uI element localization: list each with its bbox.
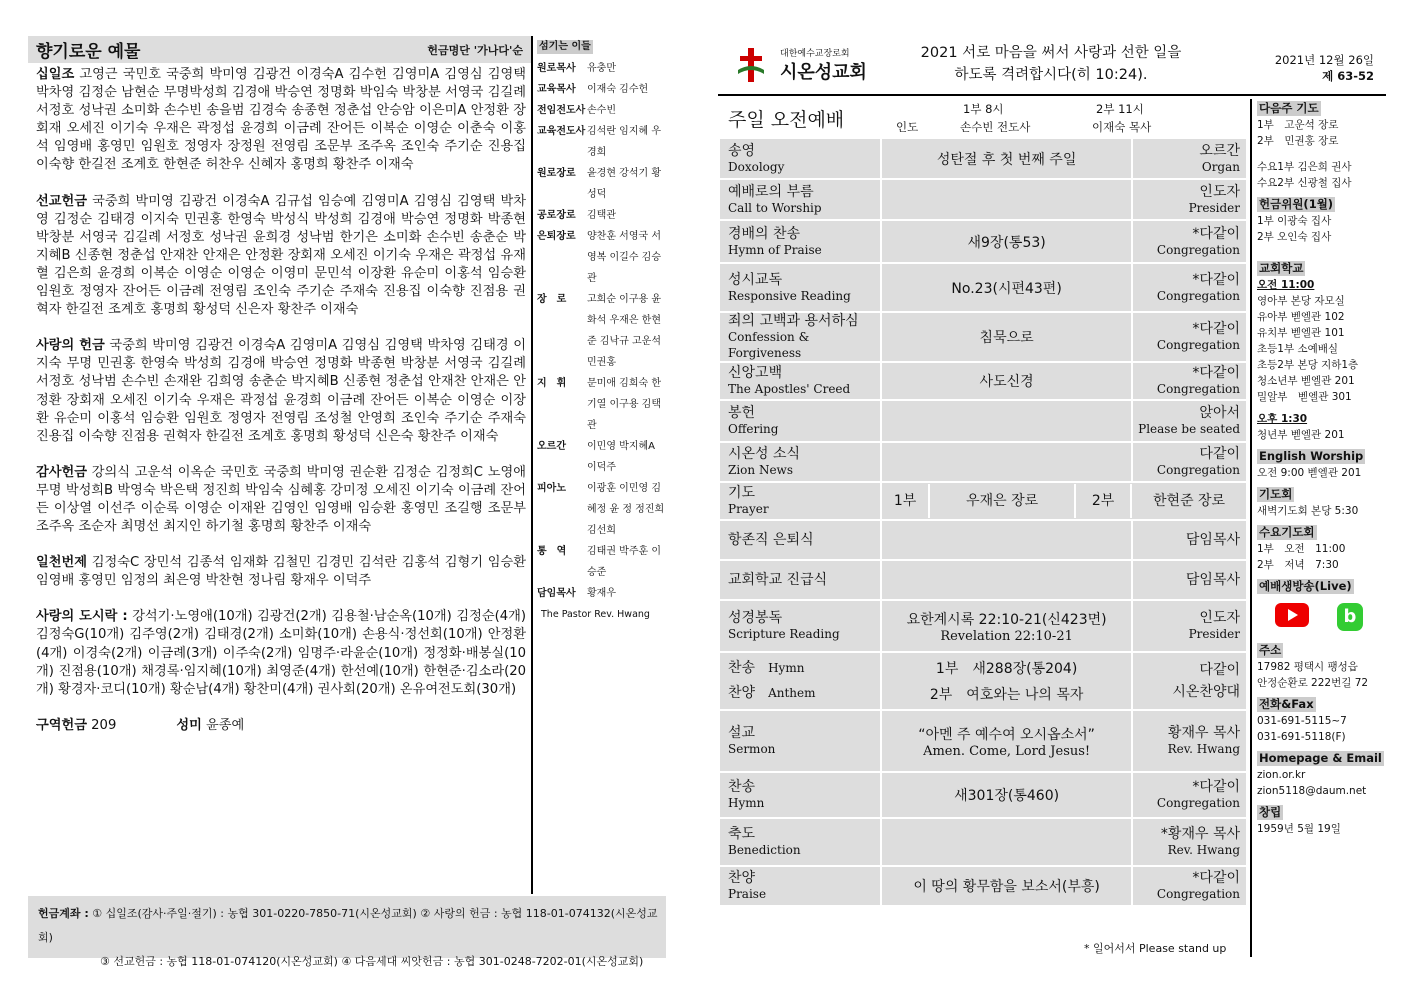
item-en: Zion News bbox=[728, 463, 793, 477]
servant-row bbox=[537, 373, 665, 436]
item-right-ko: *황재우 목사 bbox=[1160, 826, 1240, 842]
hymn-c1: 1부 새288장(통204) bbox=[935, 661, 1078, 677]
item-ko: 설교 bbox=[728, 725, 756, 741]
item-right-ko: *다같이 bbox=[1192, 225, 1240, 242]
item-right-ko: 인도자 bbox=[1199, 183, 1240, 200]
item-leader-cell bbox=[1132, 220, 1247, 263]
order-row bbox=[719, 818, 1247, 866]
item-ko: 죄의 고백과 용서하심 bbox=[728, 313, 859, 329]
item-ko: 교회학교 진급식 bbox=[728, 572, 828, 588]
item-content-cell bbox=[881, 600, 1132, 652]
email-link[interactable]: zion5118@daum.net bbox=[1257, 785, 1367, 797]
item-center: 요한계시록 22:10-21(신423면) bbox=[906, 611, 1107, 628]
item-content-cell bbox=[881, 179, 1132, 220]
item-name-cell bbox=[719, 400, 881, 442]
item-right-ko: *다같이 bbox=[1192, 870, 1240, 886]
item-center: 침묵으로 bbox=[979, 330, 1034, 346]
school-pm: 오후 1:30 bbox=[1257, 413, 1308, 425]
servant-role: 원로목사 bbox=[537, 63, 576, 74]
prayer-split-cell bbox=[881, 482, 1247, 520]
servant-names: 양찬훈 서영국 서영복 이길수 김승관 bbox=[587, 231, 661, 284]
group-names: 국중희 박미영 김광건 이경숙A 김규섭 임승예 김영미A 김영심 김영택 박차영 김정순 김태경 이지숙 민권홍 한영숙 박성식 박성희 김경애 박승연 정명화 박종현 박창분 서영국 김길례 서정호 성낙권 윤희경 성낙범 한기은 소미화 손수빈 송춘순 박지혜B 신종현 정춘섭 안재찬 안재은 안정환 장회재 오세진 이기숙 우재은 곽정섭 유재혈 김은희 윤경희 이복순 이영순 이영순 이영미 문민석 이장환 유순미 이홍석 임승환 임원호 정영자 잔어든 이금례 전영림 조인숙 주기순 주재숙 진용집 이숙향 진점용 권혁자 한길전 조계호 홍명희 황성덕 신은자 황찬주 이재숙 bbox=[36, 193, 526, 318]
worship-title: 주일 오전예배 bbox=[728, 109, 845, 131]
order-table bbox=[718, 137, 1248, 907]
item-right-ko: 앉아서 bbox=[1199, 405, 1240, 421]
next-prayer-3: 수요1부 김은희 권사 bbox=[1257, 161, 1352, 173]
item-name-cell bbox=[719, 220, 881, 263]
item-ko: 봉헌 bbox=[728, 405, 756, 421]
item-name-cell bbox=[719, 710, 881, 772]
item-leader-cell bbox=[1132, 138, 1247, 179]
address-2: 안정순환로 222번길 72 bbox=[1257, 677, 1369, 689]
item-name-cell bbox=[719, 520, 881, 560]
servant-role: 장 로 bbox=[537, 294, 567, 305]
item-right-en: Organ bbox=[1201, 159, 1240, 174]
column-divider-right bbox=[1250, 99, 1252, 957]
item-leader-cell bbox=[1132, 312, 1247, 362]
item-leader-cell bbox=[1132, 442, 1247, 482]
item-leader-cell bbox=[1132, 362, 1247, 400]
item-leader-cell bbox=[1132, 560, 1247, 600]
offering-group-lunchbox bbox=[36, 608, 526, 698]
servant-names: 유충만 bbox=[587, 63, 616, 74]
item-ko: 신앙고백 bbox=[728, 365, 783, 381]
item-right-ko: 오르간 bbox=[1199, 142, 1240, 159]
item-name-cell bbox=[719, 866, 881, 906]
hymn-ko: 찬송 bbox=[728, 660, 756, 676]
servant-role: 공로장로 bbox=[537, 210, 576, 221]
anthem-ko: 찬양 bbox=[728, 685, 756, 701]
group-label: 감사헌금 bbox=[36, 464, 87, 480]
servant-names: 윤경현 강석기 황성덕 bbox=[587, 168, 661, 200]
servant-names: 문미애 김희숙 한기열 이구용 김택관 bbox=[587, 378, 661, 431]
next-prayer-4: 수요2부 신광철 집사 bbox=[1257, 177, 1352, 189]
anthem-en: Anthem bbox=[768, 686, 816, 700]
group-label: 십일조 bbox=[36, 67, 75, 82]
item-content-cell bbox=[881, 263, 1132, 312]
servant-names: 황재우 bbox=[587, 588, 616, 599]
tel-title: 전화&Fax bbox=[1259, 697, 1314, 711]
servant-role: 교육전도사 bbox=[537, 126, 586, 137]
church-cross-icon bbox=[738, 48, 764, 82]
group-names: 국중희 박미영 김광건 이경숙A 김영미A 김영심 김영택 박차영 김태경 이지숙 무명 민권홍 한영숙 박성희 김경애 박승연 정명화 박종현 박창분 서영국 김길례 서정호 성낙범 손수빈 손재완 김희영 송춘순 박지혜B 신종현 정춘섭 안재찬 안재은 안정환 장회재 오세진 이기숙 우재은 곽정섭 윤경희 이금례 잔어든 이복순 이영순 이장환 유순미 이홍석 임승환 임원호 정영자 전영림 조성철 안영희 조인숙 주기순 주재숙 진용집 이숙향 진점용 권혁자 한길전 조계호 홍명희 황성덕 신은숙 황찬주 이재숙 bbox=[36, 338, 526, 444]
item-right-en: Congregation bbox=[1156, 382, 1240, 396]
offering-group-love bbox=[36, 337, 526, 446]
offering-group-tithe bbox=[36, 66, 526, 175]
order-row bbox=[719, 179, 1247, 220]
dawn-title: 기도회 bbox=[1259, 487, 1293, 501]
pastor-english: The Pastor Rev. Hwang bbox=[541, 609, 650, 620]
item-leader-cell bbox=[1132, 710, 1247, 772]
worship-order bbox=[718, 99, 1248, 907]
item-content-cell bbox=[881, 520, 1132, 560]
group-names: 강의식 고운석 이옥순 국민호 국중희 박미영 권순환 김정순 김정희C 노영애 무명 박성희B 박영숙 박은택 정진희 박임숙 심혜홍 강미정 오세진 이기숙 이금례 잔어든 이상열 이선주 이순록 이영순 이재완 김영인 임영배 임승환 홍영민 조길행 조문부 조주옥 조순자 최명선 최지인 하기철 홍명희 황찬주 이재숙 bbox=[36, 464, 526, 535]
item-ko: 찬양 bbox=[728, 870, 756, 886]
offering-committee-2: 2부 오인숙 집사 bbox=[1257, 231, 1332, 243]
offering-committee-title: 헌금위원(1월) bbox=[1259, 197, 1334, 211]
group-names: 김정숙C 장민석 김종석 임재화 김철민 김경민 김석란 김홍석 김형기 임승환 임영배 홍영민 임정의 최은영 박찬현 정나림 황재우 이덕주 bbox=[36, 555, 526, 589]
item-right-en: Congregation bbox=[1156, 338, 1240, 352]
order-row bbox=[719, 263, 1247, 312]
address-title: 주소 bbox=[1259, 643, 1282, 657]
group-label: 사랑의 헌금 bbox=[36, 338, 105, 354]
denomination-name: 대한예수교장로회 bbox=[780, 49, 850, 59]
servant-names: 이광훈 이민영 김혜정 윤 정 정진희 김선희 bbox=[587, 483, 665, 536]
offering-list bbox=[36, 66, 526, 735]
item-leader-cell bbox=[1132, 520, 1247, 560]
group-names: 강석기·노영애(10개) 김광건(2개) 김용철·남순옥(10개) 김정순(4개) 김정숙G(10개) 김주영(2개) 김태경(2개) 소미화(10개) 손용식·정선회(10개) 안정환(4개) 이경숙(2개) 이금례(3개) 이주숙(2개) 임명주·라윤순(10개) 정정화·배봉실(10개) 진점용(10개) 채경록·임지혜(10개) 최영준(4개) 한선예(10개) 한현준·김소라(20개) 황경자·코디(10개) 황순남(4개) 황찬미(4개) 권사회(20개) 온유여전도회(30개) bbox=[36, 609, 526, 697]
order-row bbox=[719, 866, 1247, 906]
lead-1: 손수빈 전도사 bbox=[960, 120, 1031, 134]
school-item: 영아부 본당 자모실 bbox=[1257, 295, 1345, 307]
item-right-ko: *다같이 bbox=[1192, 779, 1240, 795]
servant-row bbox=[537, 100, 665, 121]
item-name-cell bbox=[719, 442, 881, 482]
item-en: Call to Worship bbox=[728, 200, 822, 215]
year-motto: 2021 서로 마음을 써서 사랑과 선한 일을 하도록 격려합시다(히 10:24). bbox=[920, 45, 1182, 83]
school-item: 초등1부 소예배실 bbox=[1257, 343, 1339, 355]
next-prayer-1: 1부 고운석 장로 bbox=[1257, 119, 1339, 131]
prayer-n2: 한현준 장로 bbox=[1130, 484, 1246, 518]
item-content-cell bbox=[881, 312, 1132, 362]
tel-1: 031-691-5115~7 bbox=[1257, 715, 1347, 727]
account-line-1: 헌금계좌 : ① 십일조(감사·주일·절기) : 농협 301-0220-7850-71(시온성교회) ② 사랑의 헌금 : 농협 118-01-074132(시온성교회) bbox=[38, 907, 658, 944]
item-right-en: Rev. Hwang bbox=[1167, 843, 1240, 857]
item-center: 이 땅의 황무함을 보소서(부흥) bbox=[913, 879, 1100, 895]
item-right-en: Presider bbox=[1188, 627, 1240, 641]
item-right-ko: 황재우 목사 bbox=[1167, 725, 1240, 741]
servant-names: 이재숙 김수헌 bbox=[587, 84, 649, 95]
item-leader-cell bbox=[1132, 772, 1247, 818]
item-content-cell bbox=[881, 220, 1132, 263]
item-en: Offering bbox=[728, 422, 779, 436]
order-row bbox=[719, 520, 1247, 560]
item-leader-cell bbox=[1132, 818, 1247, 866]
item-en: Benediction bbox=[728, 843, 801, 857]
item-content-cell bbox=[881, 818, 1132, 866]
servant-role: 전임전도사 bbox=[537, 105, 586, 116]
item-right-ko: 다같이 bbox=[1199, 446, 1240, 462]
offering-subtitle: 헌금명단 '가나다'순 bbox=[427, 43, 523, 57]
service-1-time: 1부 8시 bbox=[963, 102, 1004, 116]
item-name-cell bbox=[719, 138, 881, 179]
address-1: 17982 평택시 팽성읍 bbox=[1257, 661, 1358, 673]
dawn-time: 새벽기도회 본당 5:30 bbox=[1257, 505, 1359, 517]
servant-role: 담임목사 bbox=[537, 588, 576, 599]
item-name-cell bbox=[719, 818, 881, 866]
school-item: 밀알부 벧엘관 301 bbox=[1257, 391, 1352, 403]
service-2-time: 2부 11시 bbox=[1096, 102, 1144, 116]
item-content-cell bbox=[881, 710, 1132, 772]
order-row bbox=[719, 442, 1247, 482]
group-label: 선교헌금 bbox=[36, 193, 87, 209]
hymn-r2: 시온찬양대 bbox=[1172, 684, 1240, 700]
item-right-en: Congregation bbox=[1156, 288, 1240, 303]
servant-role: 지 휘 bbox=[537, 378, 567, 389]
offering-title: 향기로운 예물 bbox=[36, 42, 141, 62]
servant-row bbox=[537, 289, 665, 373]
item-leader-cell bbox=[1132, 866, 1247, 906]
servant-role: 피아노 bbox=[537, 483, 566, 494]
live-links bbox=[1257, 595, 1389, 637]
servant-role: 은퇴장로 bbox=[537, 231, 576, 242]
servant-row bbox=[537, 583, 665, 604]
item-right-ko: *다같이 bbox=[1192, 365, 1240, 381]
order-row bbox=[719, 312, 1247, 362]
item-content-cell bbox=[881, 652, 1132, 710]
item-center-2: Amen. Come, Lord Jesus! bbox=[923, 743, 1091, 759]
item-center: 성탄절 후 첫 번째 주일 bbox=[936, 151, 1077, 168]
offering-committee-1: 1부 이광숙 집사 bbox=[1257, 215, 1332, 227]
item-en: Confession & Forgiveness bbox=[728, 330, 810, 360]
item-content-cell bbox=[881, 400, 1132, 442]
order-row bbox=[719, 772, 1247, 818]
order-row bbox=[719, 600, 1247, 652]
item-name-cell bbox=[719, 652, 881, 710]
item-center: No.23(시편43편) bbox=[951, 280, 1062, 297]
homepage-title: Homepage & Email bbox=[1259, 751, 1382, 765]
offering-header bbox=[28, 36, 531, 63]
band-icon[interactable]: b bbox=[1337, 603, 1363, 631]
item-en: The Apostles' Creed bbox=[728, 382, 851, 396]
servant-row bbox=[537, 541, 665, 583]
item-right-en: Presider bbox=[1188, 200, 1240, 215]
item-leader-cell bbox=[1132, 400, 1247, 442]
school-item: 청소년부 벧엘관 201 bbox=[1257, 375, 1355, 387]
item-content-cell bbox=[881, 866, 1132, 906]
item-content-cell bbox=[881, 442, 1132, 482]
bulletin-date: 2021년 12월 26일 제 63-52 bbox=[1274, 53, 1374, 83]
youtube-icon[interactable] bbox=[1275, 603, 1309, 627]
order-row bbox=[719, 400, 1247, 442]
offering-group-mission bbox=[36, 193, 526, 320]
item-en: Hymn bbox=[728, 796, 765, 810]
offering-group-thousand bbox=[36, 554, 526, 590]
item-leader-cell bbox=[1132, 652, 1247, 710]
servant-row bbox=[537, 226, 665, 289]
group-label: 일천번제 bbox=[36, 555, 87, 571]
next-prayer-2: 2부 민권홍 장로 bbox=[1257, 135, 1339, 147]
item-right-en: Congregation bbox=[1156, 796, 1240, 810]
side-info bbox=[1257, 99, 1389, 837]
order-row bbox=[719, 560, 1247, 600]
servant-names: 김택관 bbox=[587, 210, 616, 221]
school-pm-item: 청년부 벧엘관 201 bbox=[1257, 429, 1345, 441]
item-content-cell bbox=[881, 138, 1132, 179]
item-content-cell bbox=[881, 362, 1132, 400]
item-name-cell bbox=[719, 600, 881, 652]
item-en: Praise bbox=[728, 887, 767, 901]
group-label: 사랑의 도시락 : bbox=[36, 609, 128, 625]
servants-title: 섬기는 이들 bbox=[539, 41, 591, 52]
item-ko: 기도 bbox=[728, 485, 756, 501]
item-right-en: Congregation bbox=[1156, 463, 1240, 477]
servant-names: 손수빈 bbox=[587, 105, 616, 116]
item-content-cell bbox=[881, 772, 1132, 818]
servant-row bbox=[537, 205, 665, 226]
item-content-cell bbox=[881, 560, 1132, 600]
item-name-cell bbox=[719, 312, 881, 362]
item-ko: 시온성 소식 bbox=[728, 446, 801, 462]
prayer-p2: 2부 bbox=[1074, 484, 1130, 518]
hymn-c2: 2부 여호와는 나의 목자 bbox=[929, 687, 1084, 703]
servant-row bbox=[537, 436, 665, 478]
servant-role: 원로장로 bbox=[537, 168, 576, 179]
item-ko: 경배의 찬송 bbox=[728, 225, 801, 242]
church-name: 시온성교회 bbox=[780, 62, 867, 83]
servant-names: 김석란 임지혜 우경희 bbox=[587, 126, 661, 158]
item-leader-cell bbox=[1132, 600, 1247, 652]
hymn-row bbox=[719, 652, 1247, 710]
item-right-ko: 인도자 bbox=[1199, 610, 1240, 626]
school-am: 오전 11:00 bbox=[1257, 279, 1315, 291]
item-center: 새9장(통53) bbox=[967, 234, 1046, 251]
item-right-en: Congregation bbox=[1156, 242, 1240, 257]
item-ko: 항존직 은퇴식 bbox=[728, 532, 814, 548]
servant-role: 오르간 bbox=[537, 441, 566, 452]
item-name-cell bbox=[719, 179, 881, 220]
item-name-cell bbox=[719, 560, 881, 600]
item-right-ko: 담임목사 bbox=[1185, 532, 1240, 548]
servant-role: 교육목사 bbox=[537, 84, 576, 95]
servant-names: 이민영 박지혜A 이덕주 bbox=[587, 441, 655, 473]
servant-row bbox=[537, 163, 665, 205]
school-item: 초등2부 본당 지하1층 bbox=[1257, 359, 1359, 371]
item-right-ko: 담임목사 bbox=[1185, 572, 1240, 588]
account-box bbox=[28, 896, 666, 968]
item-ko: 축도 bbox=[728, 826, 756, 842]
wed-title: 수요기도회 bbox=[1259, 525, 1315, 539]
live-title: 예배생방송(Live) bbox=[1259, 579, 1352, 593]
item-ko: 송영 bbox=[728, 142, 756, 159]
homepage-link[interactable]: zion.or.kr bbox=[1257, 769, 1306, 781]
english-time: 오전 9:00 벧엘관 201 bbox=[1257, 467, 1362, 479]
item-name-cell bbox=[719, 362, 881, 400]
item-name-cell bbox=[719, 482, 881, 520]
item-center: “아멘 주 예수여 오시옵소서” bbox=[918, 726, 1095, 743]
school-item: 유아부 벧엘관 102 bbox=[1257, 311, 1345, 323]
servant-names: 고희순 이구용 윤화석 우재은 한현준 김낙규 고운석 민권홍 bbox=[587, 294, 661, 368]
item-ko: 예배로의 부름 bbox=[728, 183, 814, 200]
lead-label: 인도 bbox=[896, 120, 919, 134]
item-en: Hymn of Praise bbox=[728, 242, 822, 257]
item-ko: 찬송 bbox=[728, 779, 756, 795]
servant-role: 통 역 bbox=[537, 546, 567, 557]
item-leader-cell bbox=[1132, 179, 1247, 220]
item-en: Doxology bbox=[728, 159, 785, 174]
servants-list bbox=[537, 36, 665, 625]
founded-title: 창립 bbox=[1259, 805, 1282, 819]
servant-names: 김태권 박주훈 이승준 bbox=[587, 546, 661, 578]
group-names: 고영근 국민호 국중희 박미영 김광건 이경숙A 김수헌 김영미A 김영심 김영택 박차영 김정순 남현순 무명박성희 김경애 박승연 정명화 박임숙 박창분 서영국 김길례 서정호 성낙권 소미화 손수빈 송을범 김경숙 송종현 정춘섭 안승암 이은미A 안정환 장회재 오세진 이기숙 우재은 곽정섭 윤경희 이금례 잔어든 이복순 이영순 이춘숙 이홍석 임영배 홍영민 임원호 정영자 장정원 전영림 조문부 조주옥 조인숙 주기순 진용집 이숙향 한길전 조계호 한현준 허찬우 신혜자 홍명희 황찬주 이재숙 bbox=[36, 67, 526, 173]
item-right-en: Rev. Hwang bbox=[1167, 742, 1240, 756]
prayer-n1: 우재은 장로 bbox=[928, 484, 1074, 518]
next-prayer-title: 다음주 기도 bbox=[1259, 101, 1319, 115]
order-row bbox=[719, 220, 1247, 263]
item-ko: 성시교독 bbox=[728, 271, 783, 288]
hymn-r1: 다같이 bbox=[1199, 662, 1240, 678]
servant-row bbox=[537, 79, 665, 100]
hymn-en: Hymn bbox=[768, 661, 805, 675]
item-leader-cell bbox=[1132, 263, 1247, 312]
order-row bbox=[719, 362, 1247, 400]
english-title: English Worship bbox=[1259, 449, 1364, 463]
founded-date: 1959년 5월 19일 bbox=[1257, 823, 1341, 835]
wed-1: 1부 오전 11:00 bbox=[1257, 543, 1346, 555]
item-ko: 성경봉독 bbox=[728, 610, 783, 626]
item-right-ko: *다같이 bbox=[1192, 271, 1240, 288]
item-right-ko: *다같이 bbox=[1192, 321, 1240, 337]
stand-note: * 일어서서 Please stand up bbox=[1084, 942, 1227, 955]
servant-row bbox=[537, 478, 665, 541]
order-row bbox=[719, 138, 1247, 179]
district-offering: 구역헌금 209 성미 윤종예 bbox=[36, 717, 245, 733]
offering-group-thanks bbox=[36, 464, 526, 536]
servant-row bbox=[537, 58, 665, 79]
item-center: 사도신경 bbox=[979, 374, 1034, 390]
item-en: Responsive Reading bbox=[728, 288, 851, 303]
tel-2: 031-691-5118(F) bbox=[1257, 731, 1346, 743]
item-right-en: Congregation bbox=[1156, 887, 1240, 901]
order-row bbox=[719, 710, 1247, 772]
item-en: Prayer bbox=[728, 502, 769, 516]
bulletin-header bbox=[718, 34, 1386, 96]
worship-head bbox=[718, 99, 1248, 137]
prayer-row bbox=[719, 482, 1247, 520]
lead-2: 이재숙 목사 bbox=[1092, 120, 1152, 134]
wed-2: 2부 저녁 7:30 bbox=[1257, 559, 1339, 571]
account-line-2: ③ 선교헌금 : 농협 118-01-074120(시온성교회) ④ 다음세대 씨앗헌금 : 농협 301-0248-7202-01(시온성교회) bbox=[100, 955, 644, 968]
item-right-en: Please be seated bbox=[1138, 422, 1240, 436]
item-name-cell bbox=[719, 263, 881, 312]
servant-row bbox=[537, 121, 665, 163]
prayer-p1: 1부 bbox=[893, 493, 917, 509]
column-divider bbox=[531, 36, 533, 894]
item-center-2: Revelation 22:10-21 bbox=[940, 628, 1073, 644]
school-item: 유치부 벧엘관 101 bbox=[1257, 327, 1345, 339]
item-name-cell bbox=[719, 772, 881, 818]
item-en: Scripture Reading bbox=[728, 627, 840, 641]
school-title: 교회학교 bbox=[1259, 261, 1304, 275]
item-en: Sermon bbox=[728, 742, 776, 756]
item-center: 새301장(통460) bbox=[954, 788, 1060, 804]
